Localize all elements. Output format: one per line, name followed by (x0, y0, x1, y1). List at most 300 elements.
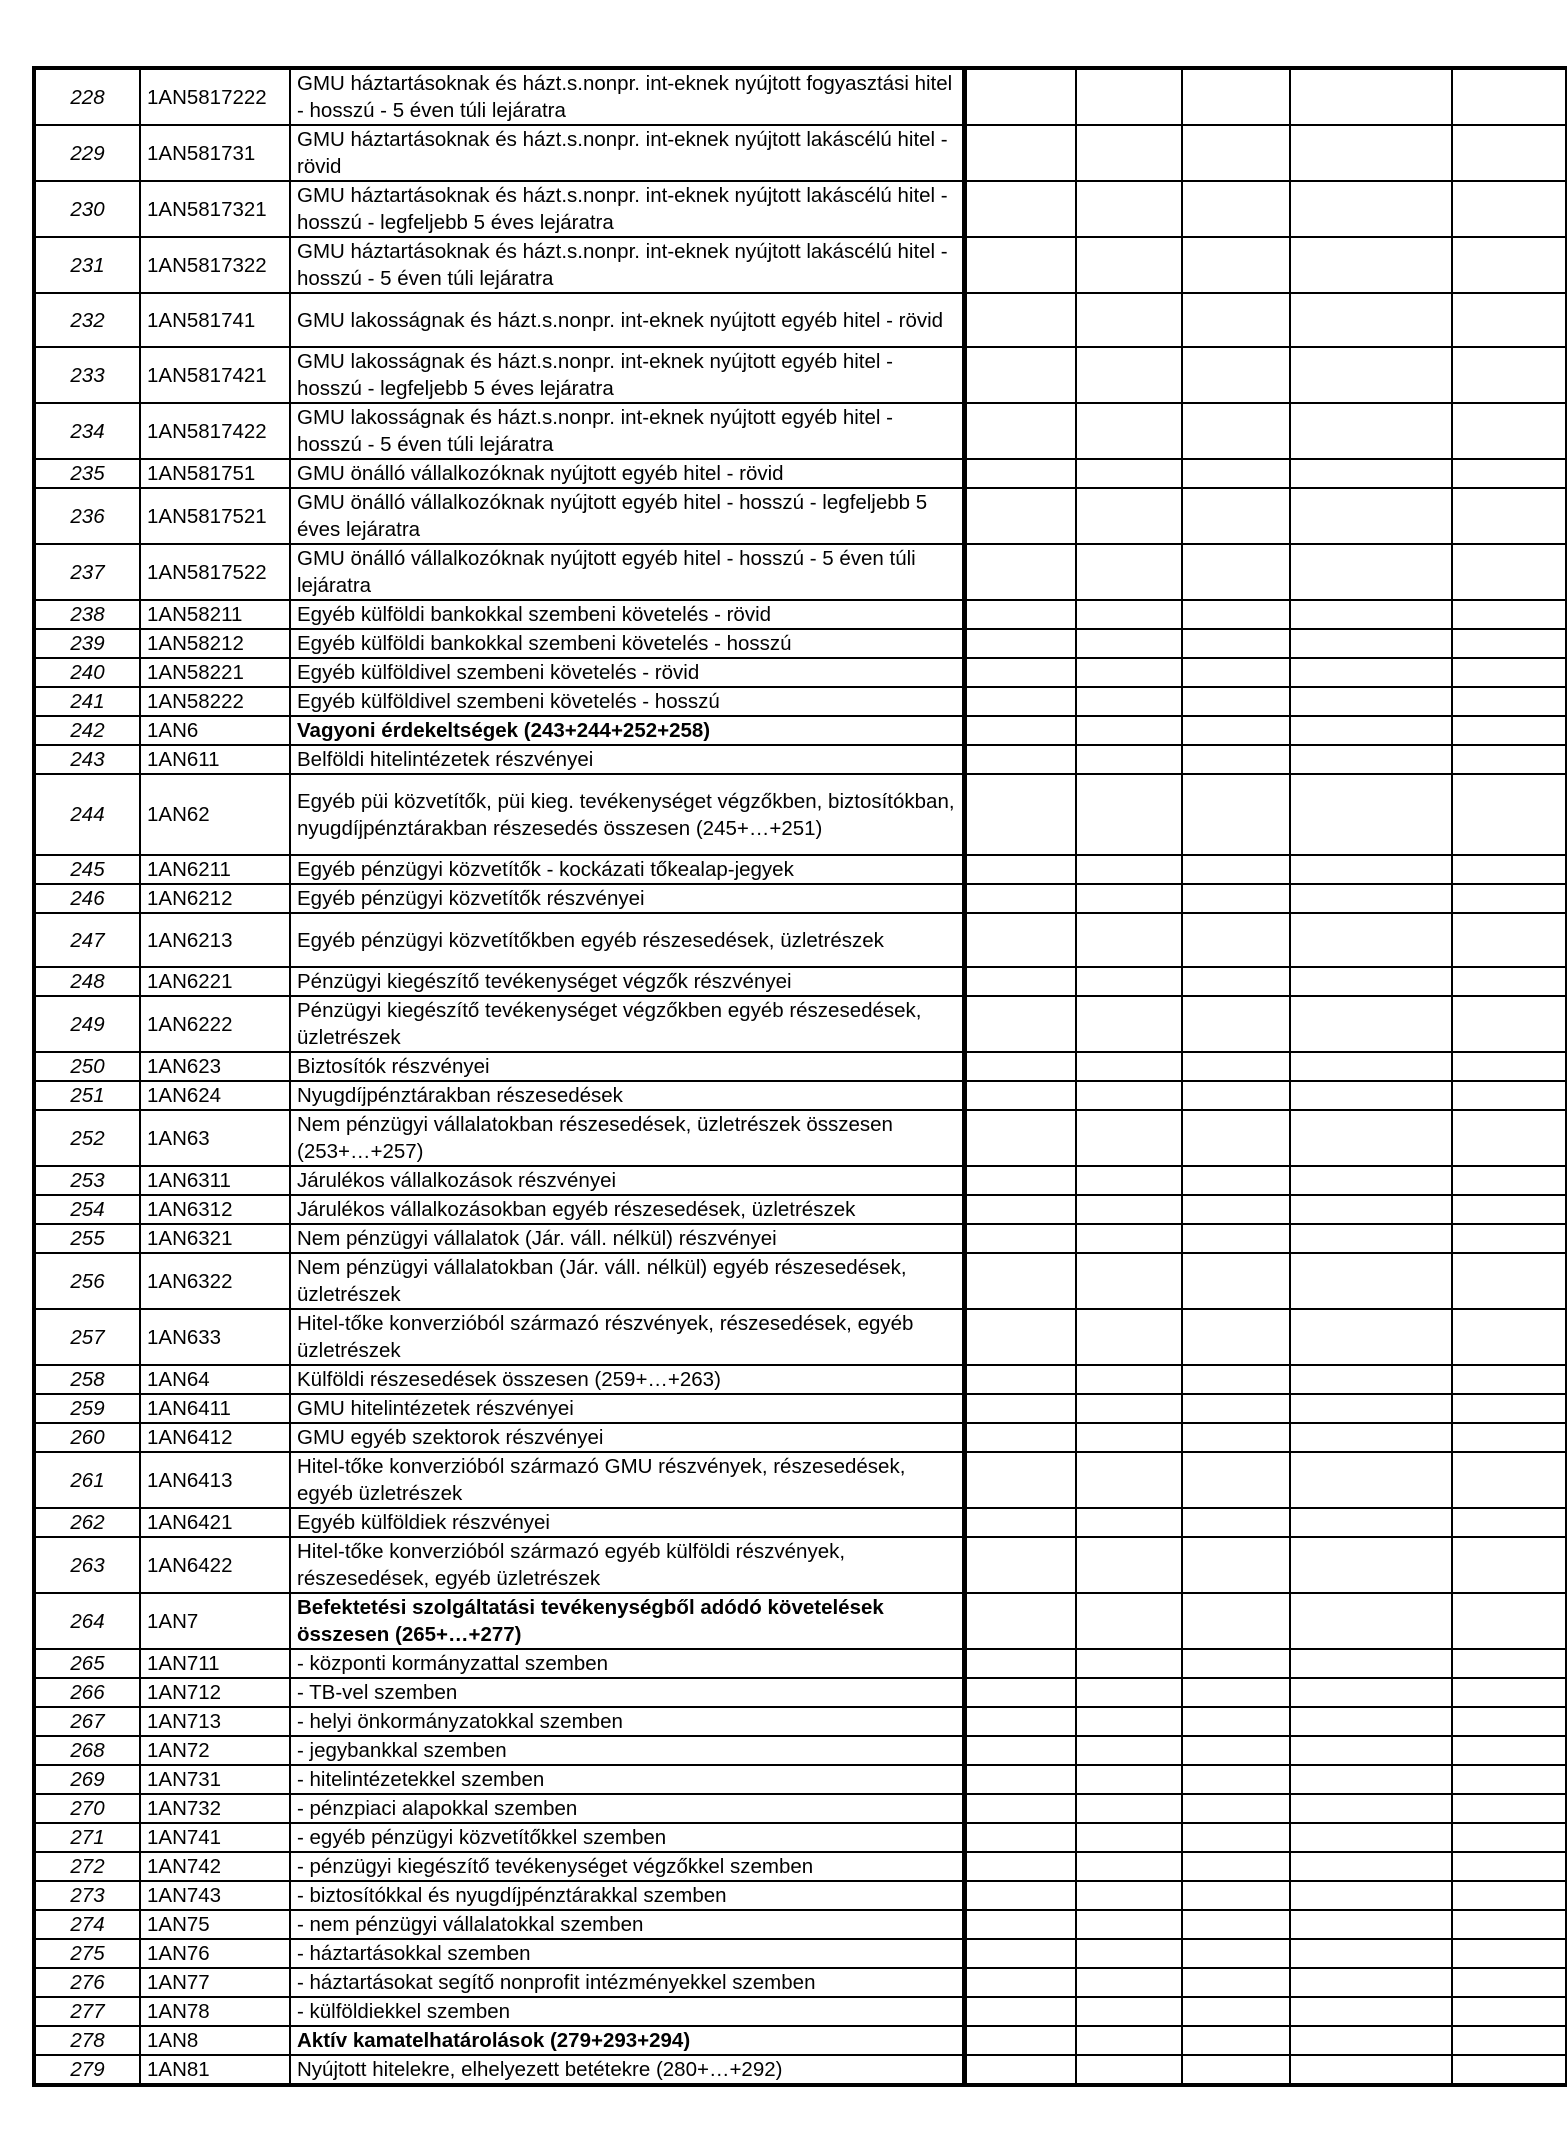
value-cell[interactable] (1290, 1649, 1452, 1678)
value-cell[interactable] (1290, 1224, 1452, 1253)
value-cell[interactable] (1076, 1224, 1182, 1253)
value-cell[interactable] (1452, 600, 1566, 629)
value-cell[interactable] (964, 2055, 1076, 2085)
value-cell[interactable] (1076, 855, 1182, 884)
value-cell[interactable] (1182, 1423, 1290, 1452)
value-cell[interactable] (1182, 1678, 1290, 1707)
value-cell[interactable] (1182, 2055, 1290, 2085)
row-code: 1AN58221 (140, 658, 290, 687)
value-cell[interactable] (1182, 1195, 1290, 1224)
row-code: 1AN75 (140, 1910, 290, 1939)
value-cell[interactable] (1452, 181, 1566, 237)
value-cell[interactable] (1076, 2055, 1182, 2085)
value-cell[interactable] (1182, 68, 1290, 125)
value-cell[interactable] (1076, 1678, 1182, 1707)
value-cell[interactable] (1182, 1968, 1290, 1997)
value-cell[interactable] (964, 1508, 1076, 1537)
value-cell[interactable] (964, 1736, 1076, 1765)
value-cell[interactable] (1290, 996, 1452, 1052)
value-cell[interactable] (1076, 1997, 1182, 2026)
value-cell[interactable] (1182, 488, 1290, 544)
value-cell[interactable] (1076, 913, 1182, 967)
value-cell[interactable] (964, 1997, 1076, 2026)
value-cell[interactable] (1076, 1195, 1182, 1224)
value-cell[interactable] (1076, 488, 1182, 544)
value-cell[interactable] (1452, 1794, 1566, 1823)
value-cell[interactable] (1452, 629, 1566, 658)
value-cell[interactable] (964, 459, 1076, 488)
value-cell[interactable] (1182, 1997, 1290, 2026)
value-cell[interactable] (1076, 1765, 1182, 1794)
value-cell[interactable] (1182, 716, 1290, 745)
value-cell[interactable] (1452, 1823, 1566, 1852)
value-cell[interactable] (1290, 716, 1452, 745)
value-cell[interactable] (1290, 68, 1452, 125)
row-code: 1AN7 (140, 1593, 290, 1649)
value-cell[interactable] (1452, 1508, 1566, 1537)
value-cell[interactable] (1076, 716, 1182, 745)
value-cell[interactable] (1182, 855, 1290, 884)
value-cell[interactable] (1452, 1166, 1566, 1195)
value-cell[interactable] (1076, 1452, 1182, 1508)
value-cell[interactable] (1076, 1968, 1182, 1997)
value-cell[interactable] (1290, 125, 1452, 181)
value-cell[interactable] (1290, 544, 1452, 600)
value-cell[interactable] (1452, 2055, 1566, 2085)
value-cell[interactable] (964, 1593, 1076, 1649)
value-cell[interactable] (1182, 745, 1290, 774)
value-cell[interactable] (1182, 1649, 1290, 1678)
value-cell[interactable] (1290, 600, 1452, 629)
value-cell[interactable] (1290, 1195, 1452, 1224)
value-cell[interactable] (1076, 544, 1182, 600)
value-cell[interactable] (1452, 687, 1566, 716)
value-cell[interactable] (1290, 967, 1452, 996)
value-cell[interactable] (1076, 1081, 1182, 1110)
value-cell[interactable] (1182, 1939, 1290, 1968)
value-cell[interactable] (1290, 1508, 1452, 1537)
value-cell[interactable] (964, 1224, 1076, 1253)
value-cell[interactable] (1076, 1881, 1182, 1910)
value-cell[interactable] (964, 967, 1076, 996)
value-cell[interactable] (1182, 1508, 1290, 1537)
value-cell[interactable] (1182, 125, 1290, 181)
value-cell[interactable] (1076, 181, 1182, 237)
value-cell[interactable] (964, 1939, 1076, 1968)
value-cell[interactable] (1452, 1910, 1566, 1939)
value-cell[interactable] (1076, 600, 1182, 629)
value-cell[interactable] (964, 1166, 1076, 1195)
value-cell[interactable] (1452, 1110, 1566, 1166)
value-cell[interactable] (1452, 1452, 1566, 1508)
value-cell[interactable] (1182, 687, 1290, 716)
value-cell[interactable] (1452, 1195, 1566, 1224)
value-cell[interactable] (1182, 913, 1290, 967)
value-cell[interactable] (964, 2026, 1076, 2055)
value-cell[interactable] (1182, 347, 1290, 403)
row-number: 276 (34, 1968, 140, 1997)
value-cell[interactable] (1452, 1997, 1566, 2026)
value-cell[interactable] (1452, 774, 1566, 855)
value-cell[interactable] (1182, 459, 1290, 488)
row-description: Befektetési szolgáltatási tevékenységből adódó követelések összesen (265+…+277) (290, 1593, 964, 1649)
value-cell[interactable] (1182, 1365, 1290, 1394)
value-cell[interactable] (1076, 1394, 1182, 1423)
value-cell[interactable] (1452, 347, 1566, 403)
value-cell[interactable] (1076, 996, 1182, 1052)
report-table-container (32, 66, 1538, 2087)
value-cell[interactable] (1076, 1253, 1182, 1309)
value-cell[interactable] (1076, 1423, 1182, 1452)
value-cell[interactable] (964, 1649, 1076, 1678)
value-cell[interactable] (1452, 1939, 1566, 1968)
value-cell[interactable] (1182, 544, 1290, 600)
value-cell[interactable] (1290, 1736, 1452, 1765)
value-cell[interactable] (1290, 1253, 1452, 1309)
row-code: 1AN63 (140, 1110, 290, 1166)
value-cell[interactable] (1452, 1968, 1566, 1997)
value-cell[interactable] (1182, 629, 1290, 658)
value-cell[interactable] (1290, 1593, 1452, 1649)
value-cell[interactable] (1076, 1794, 1182, 1823)
value-cell[interactable] (1076, 1649, 1182, 1678)
row-number: 244 (34, 774, 140, 855)
value-cell[interactable] (1452, 745, 1566, 774)
value-cell[interactable] (1076, 1823, 1182, 1852)
value-cell[interactable] (1182, 293, 1290, 347)
value-cell[interactable] (1290, 1765, 1452, 1794)
value-cell[interactable] (964, 745, 1076, 774)
value-cell[interactable] (1182, 884, 1290, 913)
value-cell[interactable] (1076, 1852, 1182, 1881)
value-cell[interactable] (1452, 996, 1566, 1052)
value-cell[interactable] (1290, 1997, 1452, 2026)
value-cell[interactable] (1452, 1852, 1566, 1881)
value-cell[interactable] (1076, 629, 1182, 658)
value-cell[interactable] (1182, 2026, 1290, 2055)
value-cell[interactable] (1182, 967, 1290, 996)
value-cell[interactable] (964, 629, 1076, 658)
row-description: GMU lakosságnak és házt.s.nonpr. int-eknek nyújtott egyéb hitel - hosszú - legfeljebb 5 éves lejáratra (290, 347, 964, 403)
value-cell[interactable] (1182, 1537, 1290, 1593)
row-code: 1AN8 (140, 2026, 290, 2055)
value-cell[interactable] (1290, 1881, 1452, 1910)
value-cell[interactable] (1076, 967, 1182, 996)
value-cell[interactable] (964, 1794, 1076, 1823)
value-cell[interactable] (1076, 1110, 1182, 1166)
row-description: - helyi önkormányzatokkal szemben (290, 1707, 964, 1736)
value-cell[interactable] (1076, 1939, 1182, 1968)
value-cell[interactable] (964, 1537, 1076, 1593)
value-cell[interactable] (1290, 2026, 1452, 2055)
value-cell[interactable] (1452, 1765, 1566, 1794)
value-cell[interactable] (1076, 1309, 1182, 1365)
value-cell[interactable] (1452, 459, 1566, 488)
row-number: 248 (34, 967, 140, 996)
row-code: 1AN581751 (140, 459, 290, 488)
value-cell[interactable] (1290, 1794, 1452, 1823)
value-cell[interactable] (964, 1452, 1076, 1508)
value-cell[interactable] (1182, 1910, 1290, 1939)
value-cell[interactable] (964, 687, 1076, 716)
value-cell[interactable] (964, 1110, 1076, 1166)
value-cell[interactable] (1290, 1423, 1452, 1452)
value-cell[interactable] (1452, 1081, 1566, 1110)
value-cell[interactable] (1290, 237, 1452, 293)
value-cell[interactable] (1076, 403, 1182, 459)
value-cell[interactable] (1452, 1678, 1566, 1707)
value-cell[interactable] (1452, 1365, 1566, 1394)
value-cell[interactable] (1290, 1110, 1452, 1166)
value-cell[interactable] (1452, 2026, 1566, 2055)
row-description: GMU egyéb szektorok részvényei (290, 1423, 964, 1452)
value-cell[interactable] (964, 855, 1076, 884)
row-description: Egyéb pénzügyi közvetítők - kockázati tőkealap-jegyek (290, 855, 964, 884)
value-cell[interactable] (964, 1253, 1076, 1309)
value-cell[interactable] (1076, 237, 1182, 293)
value-cell[interactable] (1290, 1452, 1452, 1508)
row-number: 245 (34, 855, 140, 884)
value-cell[interactable] (1290, 1852, 1452, 1881)
value-cell[interactable] (1452, 1881, 1566, 1910)
value-cell[interactable] (1290, 687, 1452, 716)
value-cell[interactable] (964, 996, 1076, 1052)
table-row (34, 181, 1567, 237)
value-cell[interactable] (964, 1852, 1076, 1881)
row-number: 259 (34, 1394, 140, 1423)
value-cell[interactable] (1182, 1794, 1290, 1823)
value-cell[interactable] (1452, 293, 1566, 347)
value-cell[interactable] (1290, 1537, 1452, 1593)
value-cell[interactable] (964, 293, 1076, 347)
value-cell[interactable] (1290, 347, 1452, 403)
value-cell[interactable] (964, 716, 1076, 745)
value-cell[interactable] (1076, 293, 1182, 347)
value-cell[interactable] (1290, 855, 1452, 884)
value-cell[interactable] (1452, 403, 1566, 459)
value-cell[interactable] (1076, 2026, 1182, 2055)
value-cell[interactable] (1182, 1052, 1290, 1081)
value-cell[interactable] (1182, 1593, 1290, 1649)
value-cell[interactable] (1290, 2055, 1452, 2085)
value-cell[interactable] (1452, 237, 1566, 293)
value-cell[interactable] (1452, 1253, 1566, 1309)
value-cell[interactable] (1452, 855, 1566, 884)
row-number: 255 (34, 1224, 140, 1253)
value-cell[interactable] (1290, 1707, 1452, 1736)
value-cell[interactable] (1452, 1309, 1566, 1365)
value-cell[interactable] (964, 1195, 1076, 1224)
row-description: - nem pénzügyi vállalatokkal szemben (290, 1910, 964, 1939)
value-cell[interactable] (964, 913, 1076, 967)
value-cell[interactable] (964, 1081, 1076, 1110)
value-cell[interactable] (1182, 1224, 1290, 1253)
value-cell[interactable] (1452, 1707, 1566, 1736)
value-cell[interactable] (1452, 884, 1566, 913)
value-cell[interactable] (1076, 68, 1182, 125)
value-cell[interactable] (1076, 1537, 1182, 1593)
value-cell[interactable] (1182, 403, 1290, 459)
row-description: Pénzügyi kiegészítő tevékenységet végzők részvényei (290, 967, 964, 996)
value-cell[interactable] (1182, 1110, 1290, 1166)
value-cell[interactable] (964, 1394, 1076, 1423)
value-cell[interactable] (1452, 1394, 1566, 1423)
value-cell[interactable] (1290, 1309, 1452, 1365)
value-cell[interactable] (1076, 1052, 1182, 1081)
value-cell[interactable] (1290, 403, 1452, 459)
value-cell[interactable] (1182, 1452, 1290, 1508)
value-cell[interactable] (1182, 181, 1290, 237)
value-cell[interactable] (964, 1678, 1076, 1707)
value-cell[interactable] (1290, 181, 1452, 237)
value-cell[interactable] (964, 1365, 1076, 1394)
value-cell[interactable] (1452, 1537, 1566, 1593)
value-cell[interactable] (1182, 600, 1290, 629)
value-cell[interactable] (1452, 1593, 1566, 1649)
value-cell[interactable] (1452, 658, 1566, 687)
value-cell[interactable] (1290, 1394, 1452, 1423)
value-cell[interactable] (1290, 293, 1452, 347)
value-cell[interactable] (1452, 716, 1566, 745)
value-cell[interactable] (964, 1968, 1076, 1997)
value-cell[interactable] (964, 1765, 1076, 1794)
value-cell[interactable] (1290, 629, 1452, 658)
table-row (34, 1081, 1567, 1110)
value-cell[interactable] (964, 237, 1076, 293)
row-number: 249 (34, 996, 140, 1052)
value-cell[interactable] (1076, 774, 1182, 855)
value-cell[interactable] (1182, 1852, 1290, 1881)
value-cell[interactable] (964, 1910, 1076, 1939)
row-code: 1AN81 (140, 2055, 290, 2085)
value-cell[interactable] (964, 544, 1076, 600)
value-cell[interactable] (1290, 1365, 1452, 1394)
value-cell[interactable] (1076, 1508, 1182, 1537)
value-cell[interactable] (1076, 687, 1182, 716)
value-cell[interactable] (964, 68, 1076, 125)
value-cell[interactable] (1452, 1052, 1566, 1081)
value-cell[interactable] (1452, 913, 1566, 967)
value-cell[interactable] (1290, 913, 1452, 967)
value-cell[interactable] (1290, 745, 1452, 774)
value-cell[interactable] (964, 1823, 1076, 1852)
value-cell[interactable] (1076, 1736, 1182, 1765)
value-cell[interactable] (1290, 1081, 1452, 1110)
value-cell[interactable] (964, 488, 1076, 544)
value-cell[interactable] (964, 1881, 1076, 1910)
value-cell[interactable] (1076, 347, 1182, 403)
value-cell[interactable] (1182, 237, 1290, 293)
value-cell[interactable] (964, 347, 1076, 403)
table-row (34, 1224, 1567, 1253)
value-cell[interactable] (1290, 1939, 1452, 1968)
value-cell[interactable] (1182, 1309, 1290, 1365)
value-cell[interactable] (964, 1052, 1076, 1081)
value-cell[interactable] (1290, 884, 1452, 913)
value-cell[interactable] (1290, 459, 1452, 488)
value-cell[interactable] (1290, 488, 1452, 544)
value-cell[interactable] (964, 600, 1076, 629)
value-cell[interactable] (1290, 1823, 1452, 1852)
row-code: 1AN6421 (140, 1508, 290, 1537)
value-cell[interactable] (964, 125, 1076, 181)
table-row (34, 1678, 1567, 1707)
value-cell[interactable] (964, 658, 1076, 687)
value-cell[interactable] (1290, 1678, 1452, 1707)
value-cell[interactable] (1182, 996, 1290, 1052)
value-cell[interactable] (964, 1309, 1076, 1365)
value-cell[interactable] (1182, 1707, 1290, 1736)
row-code: 1AN58222 (140, 687, 290, 716)
value-cell[interactable] (1452, 488, 1566, 544)
value-cell[interactable] (1290, 1052, 1452, 1081)
value-cell[interactable] (1182, 1881, 1290, 1910)
value-cell[interactable] (964, 1423, 1076, 1452)
value-cell[interactable] (1076, 1593, 1182, 1649)
value-cell[interactable] (1452, 1649, 1566, 1678)
table-row (34, 1452, 1567, 1508)
value-cell[interactable] (964, 884, 1076, 913)
row-description: Egyéb külföldi bankokkal szembeni követelés - rövid (290, 600, 964, 629)
value-cell[interactable] (1182, 1166, 1290, 1195)
value-cell[interactable] (964, 181, 1076, 237)
table-row (34, 1736, 1567, 1765)
value-cell[interactable] (1290, 1968, 1452, 1997)
row-code: 1AN6312 (140, 1195, 290, 1224)
table-row (34, 1394, 1567, 1423)
value-cell[interactable] (1452, 967, 1566, 996)
value-cell[interactable] (964, 1707, 1076, 1736)
row-number: 238 (34, 600, 140, 629)
value-cell[interactable] (1290, 658, 1452, 687)
value-cell[interactable] (1076, 745, 1182, 774)
value-cell[interactable] (1182, 658, 1290, 687)
value-cell[interactable] (1182, 1253, 1290, 1309)
value-cell[interactable] (1076, 658, 1182, 687)
value-cell[interactable] (1452, 1736, 1566, 1765)
table-row (34, 658, 1567, 687)
value-cell[interactable] (1182, 1736, 1290, 1765)
value-cell[interactable] (964, 403, 1076, 459)
value-cell[interactable] (1076, 1365, 1182, 1394)
value-cell[interactable] (1076, 125, 1182, 181)
value-cell[interactable] (1076, 884, 1182, 913)
value-cell[interactable] (1452, 1423, 1566, 1452)
value-cell[interactable] (1076, 1910, 1182, 1939)
value-cell[interactable] (1182, 1765, 1290, 1794)
row-number: 274 (34, 1910, 140, 1939)
value-cell[interactable] (1182, 1394, 1290, 1423)
value-cell[interactable] (1182, 1823, 1290, 1852)
row-number: 240 (34, 658, 140, 687)
value-cell[interactable] (1290, 1910, 1452, 1939)
row-number: 278 (34, 2026, 140, 2055)
value-cell[interactable] (1076, 459, 1182, 488)
value-cell[interactable] (1076, 1707, 1182, 1736)
value-cell[interactable] (1182, 1081, 1290, 1110)
value-cell[interactable] (1290, 774, 1452, 855)
value-cell[interactable] (1452, 68, 1566, 125)
value-cell[interactable] (1452, 544, 1566, 600)
value-cell[interactable] (1452, 1224, 1566, 1253)
value-cell[interactable] (1076, 1166, 1182, 1195)
value-cell[interactable] (1452, 125, 1566, 181)
table-row (34, 745, 1567, 774)
value-cell[interactable] (1182, 774, 1290, 855)
value-cell[interactable] (964, 774, 1076, 855)
row-code: 1AN731 (140, 1765, 290, 1794)
value-cell[interactable] (1290, 1166, 1452, 1195)
